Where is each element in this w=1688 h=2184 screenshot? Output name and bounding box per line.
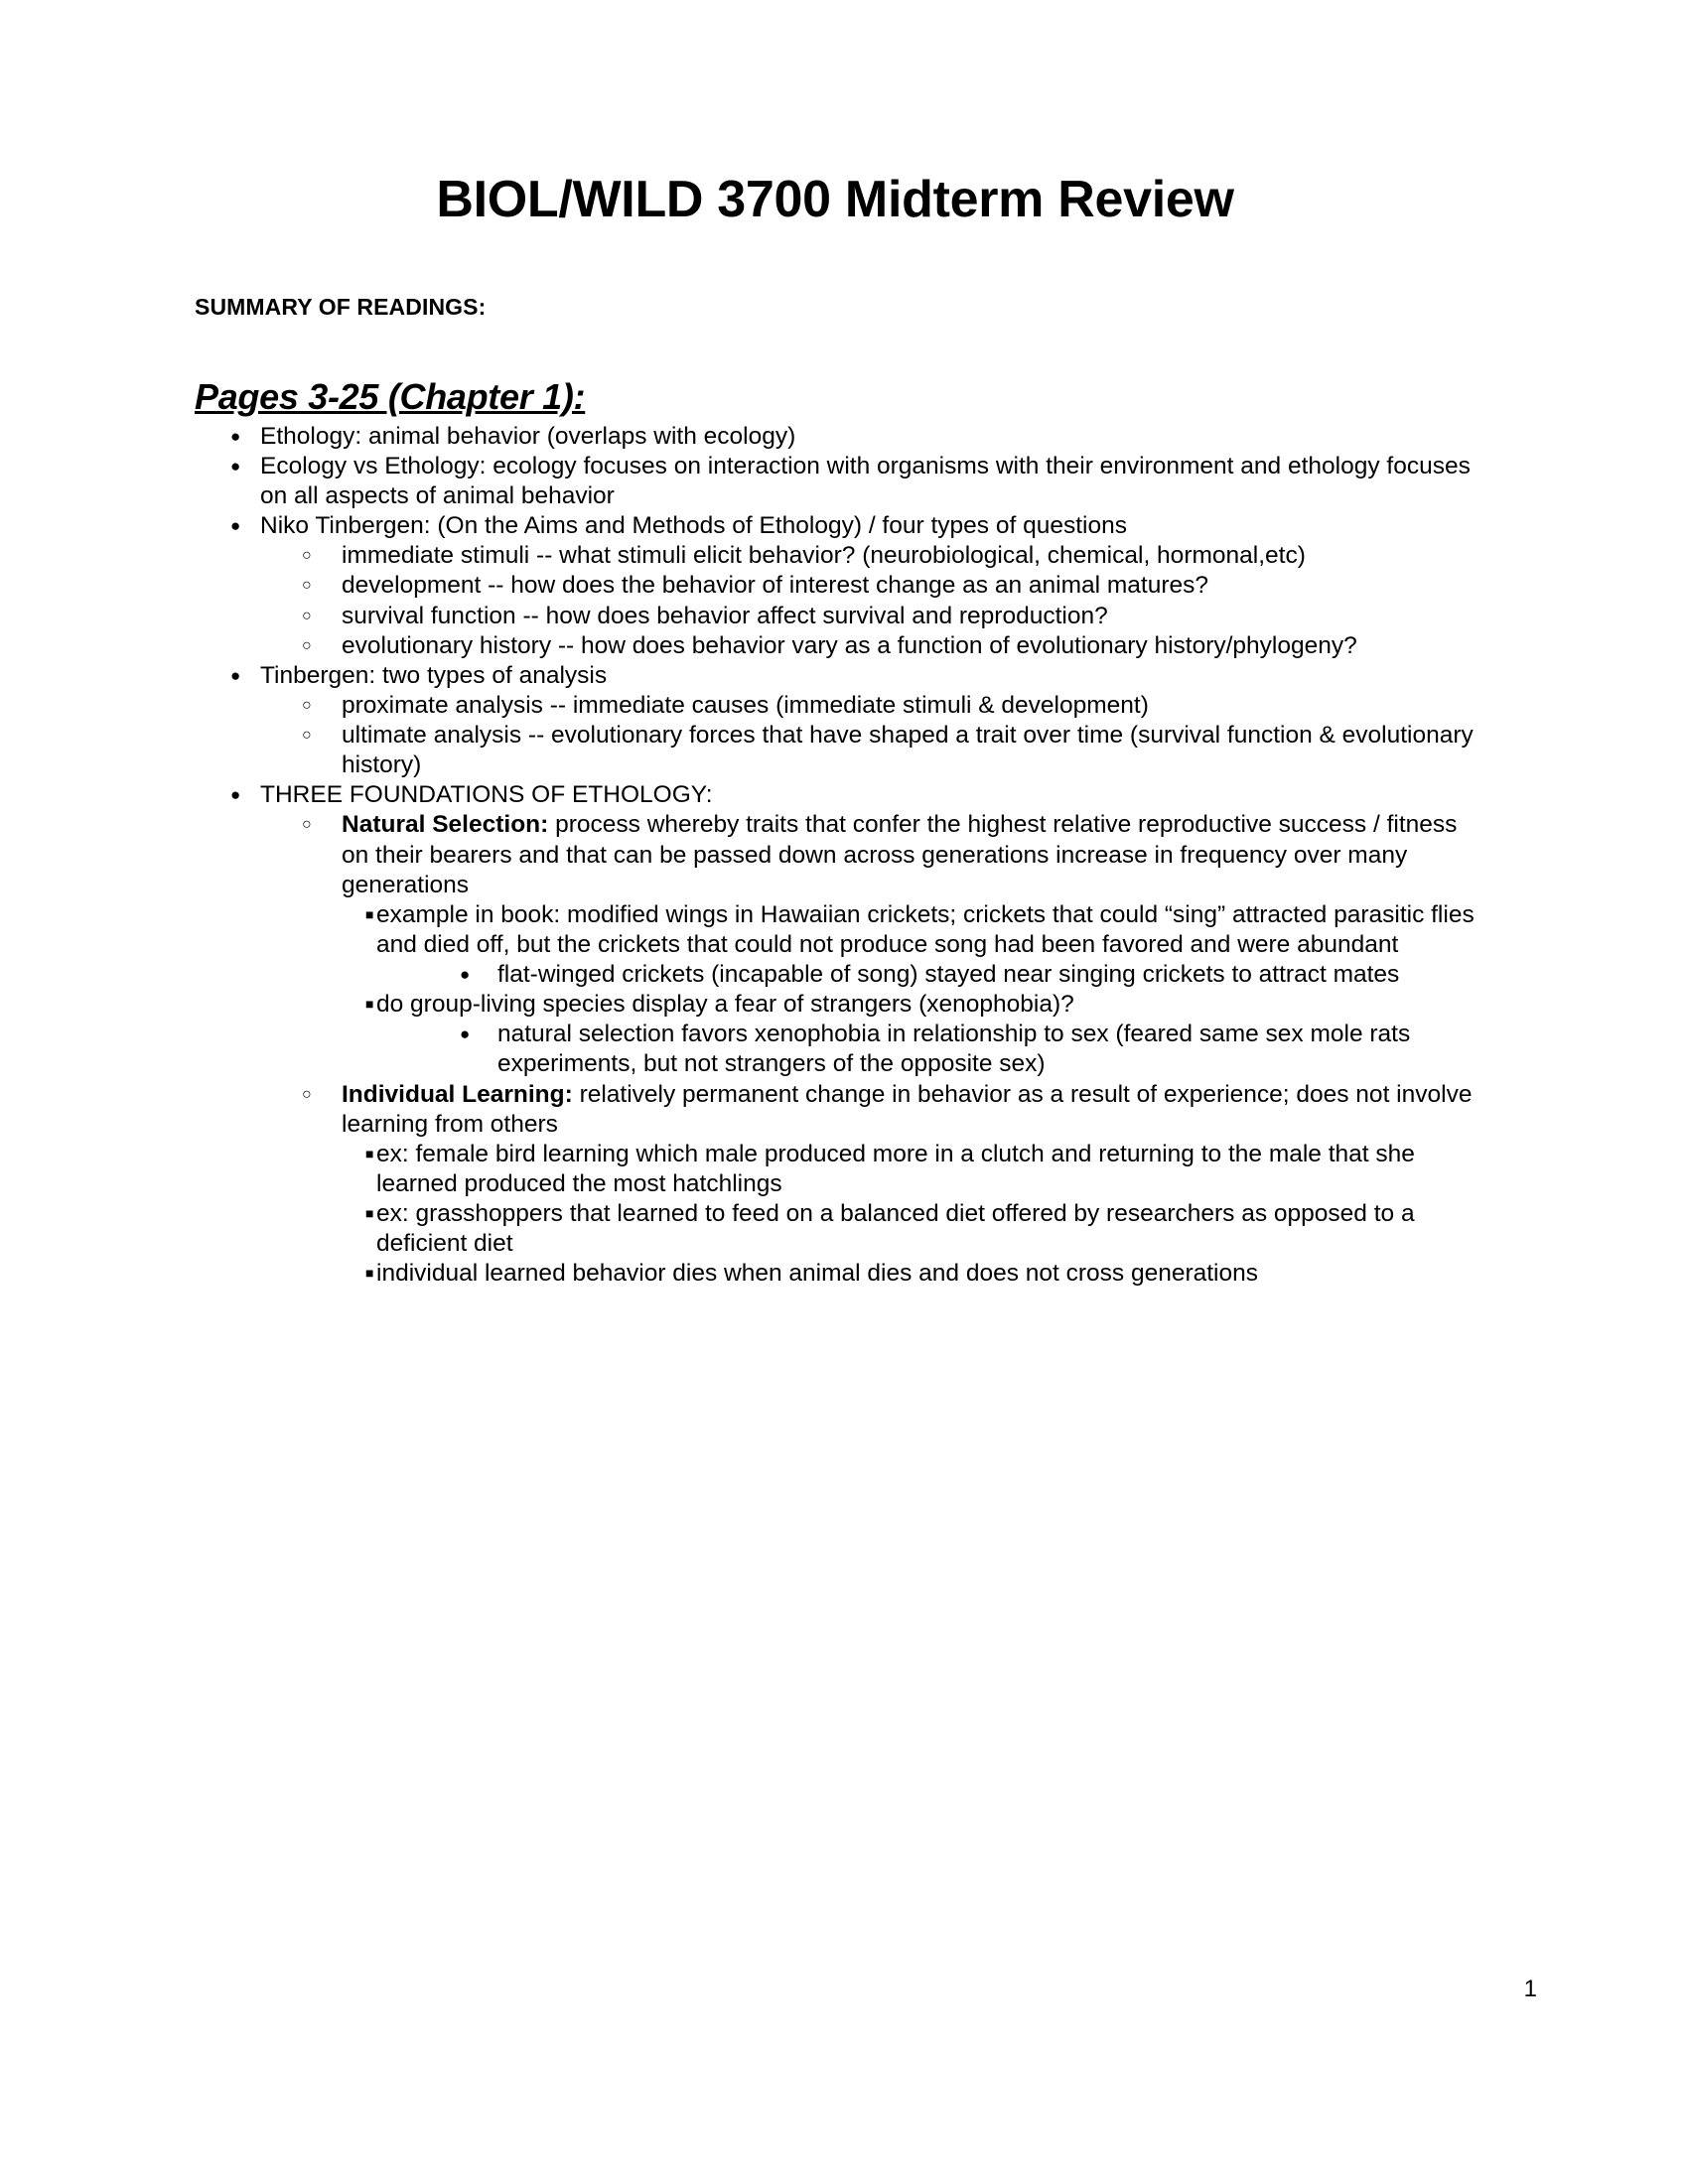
bullet-circle-icon: ○ bbox=[302, 816, 312, 834]
bullet-disc-icon: ● bbox=[230, 456, 241, 476]
list-item bbox=[195, 721, 1476, 780]
list-item bbox=[195, 1140, 1476, 1199]
list-item bbox=[195, 422, 1476, 452]
bullet-circle-icon: ○ bbox=[302, 577, 312, 595]
list-item bbox=[195, 602, 1476, 631]
bullet-square-icon: ■ bbox=[365, 1205, 374, 1222]
list-item-text: THREE FOUNDATIONS OF ETHOLOGY: bbox=[260, 781, 713, 809]
outline-list-level-2 bbox=[195, 541, 1476, 661]
document-body bbox=[195, 149, 1476, 1289]
list-item-text: immediate stimuli -- what stimuli elicit behavior? (neurobiological, chemical, hormonal,etc) bbox=[342, 542, 1306, 570]
section-heading-pages-3-25: Pages 3-25 (Chapter 1): bbox=[195, 375, 586, 417]
list-item-text: ex: female bird learning which male produced more in a clutch and returning to the male that she learned produced the most hatchlings bbox=[376, 1140, 1415, 1197]
list-item bbox=[195, 631, 1476, 661]
bullet-disc-icon: ● bbox=[230, 516, 241, 536]
bullet-circle-icon: ○ bbox=[302, 1085, 312, 1103]
list-item-text: survival function -- how does behavior affect survival and reproduction? bbox=[342, 602, 1108, 629]
list-item bbox=[195, 1259, 1476, 1289]
bullet-disc-icon: ● bbox=[230, 665, 241, 685]
outline-list-level-3 bbox=[195, 900, 1476, 1080]
outline-list-level-4 bbox=[195, 1020, 1476, 1079]
bullet-circle-icon: ○ bbox=[302, 607, 312, 624]
list-item-text: evolutionary history -- how does behavior vary as a function of evolutionary history/phylogeny? bbox=[342, 631, 1357, 659]
bullet-disc-icon: ● bbox=[230, 785, 241, 805]
list-item bbox=[195, 1199, 1476, 1259]
list-item-text bbox=[342, 810, 1476, 899]
list-item bbox=[195, 810, 1476, 899]
list-item bbox=[195, 511, 1476, 541]
list-item-text: natural selection favors xenophobia in relationship to sex (feared same sex mole rats experiments, but not strangers of the opposite sex) bbox=[497, 1021, 1411, 1078]
outline-list-level-2 bbox=[195, 810, 1476, 1289]
outline-list-level-4 bbox=[195, 960, 1476, 990]
bullet-square-icon: ■ bbox=[365, 996, 374, 1013]
list-item-text: development -- how does the behavior of interest change as an animal matures? bbox=[342, 572, 1208, 600]
outline-list-level-1 bbox=[195, 422, 1476, 1290]
list-item bbox=[195, 452, 1476, 511]
list-item bbox=[195, 780, 1476, 810]
bullet-square-icon: ■ bbox=[365, 905, 374, 922]
list-item bbox=[195, 571, 1476, 601]
outline-list-level-3 bbox=[195, 1140, 1476, 1290]
list-item-text: example in book: modified wings in Hawaiian crickets; crickets that could “sing” attracted parasitic flies and died off, but the crickets that could not produce song had been favored and were abundant bbox=[376, 900, 1475, 958]
list-item bbox=[195, 691, 1476, 721]
bullet-square-icon: ■ bbox=[365, 1265, 374, 1282]
list-item-text: Ethology: animal behavior (overlaps with ecology) bbox=[260, 422, 796, 450]
list-item bbox=[195, 661, 1476, 691]
bullet-disc-icon: ● bbox=[460, 1024, 471, 1044]
list-item bbox=[195, 541, 1476, 571]
definition-natural-selection: process whereby traits that confer the highest relative reproductive success / fitness on their bearers and that can be passed down across generations increase in frequency over many generations bbox=[342, 811, 1458, 898]
definition-individual-learning: relatively permanent change in behavior as a result of experience; does not involve learning from others bbox=[342, 1080, 1473, 1138]
list-item-text: proximate analysis -- immediate causes (immediate stimuli & development) bbox=[342, 691, 1149, 719]
term-individual-learning: Individual Learning: bbox=[342, 1080, 573, 1108]
bullet-circle-icon: ○ bbox=[302, 547, 312, 565]
list-item-text: ex: grasshoppers that learned to feed on a balanced diet offered by researchers as opposed to a deficient diet bbox=[376, 1200, 1415, 1258]
list-item-text: Ecology vs Ethology: ecology focuses on interaction with organisms with their environment and ethology focuses on all aspects of animal behavior bbox=[260, 452, 1471, 510]
bullet-circle-icon: ○ bbox=[302, 727, 312, 745]
list-item bbox=[195, 960, 1476, 990]
list-item bbox=[195, 990, 1476, 1020]
list-item bbox=[195, 1020, 1476, 1079]
bullet-circle-icon: ○ bbox=[302, 696, 312, 714]
page-number: 1 bbox=[1523, 1976, 1537, 2002]
list-item-text bbox=[342, 1080, 1476, 1140]
list-item bbox=[195, 900, 1476, 960]
bullet-disc-icon: ● bbox=[230, 426, 241, 446]
list-item-text: ultimate analysis -- evolutionary forces that have shaped a trait over time (survival function & evolutionary history) bbox=[342, 722, 1474, 779]
list-item-text: flat-winged crickets (incapable of song) stayed near singing crickets to attract mates bbox=[497, 961, 1400, 989]
list-item-text: individual learned behavior dies when animal dies and does not cross generations bbox=[376, 1260, 1259, 1288]
bullet-square-icon: ■ bbox=[365, 1145, 374, 1161]
term-natural-selection: Natural Selection: bbox=[342, 811, 549, 839]
bullet-circle-icon: ○ bbox=[302, 636, 312, 654]
outline-list-level-2 bbox=[195, 691, 1476, 780]
list-item-text: do group-living species display a fear of strangers (xenophobia)? bbox=[376, 991, 1074, 1019]
list-item-text: Niko Tinbergen: (On the Aims and Methods of Ethology) / four types of questions bbox=[260, 512, 1127, 540]
bullet-disc-icon: ● bbox=[460, 965, 471, 985]
summary-of-readings-label: SUMMARY OF READINGS: bbox=[195, 293, 487, 320]
page-title: BIOL/WILD 3700 Midterm Review bbox=[436, 171, 1234, 228]
list-item-text: Tinbergen: two types of analysis bbox=[260, 661, 608, 689]
list-item bbox=[195, 1080, 1476, 1140]
